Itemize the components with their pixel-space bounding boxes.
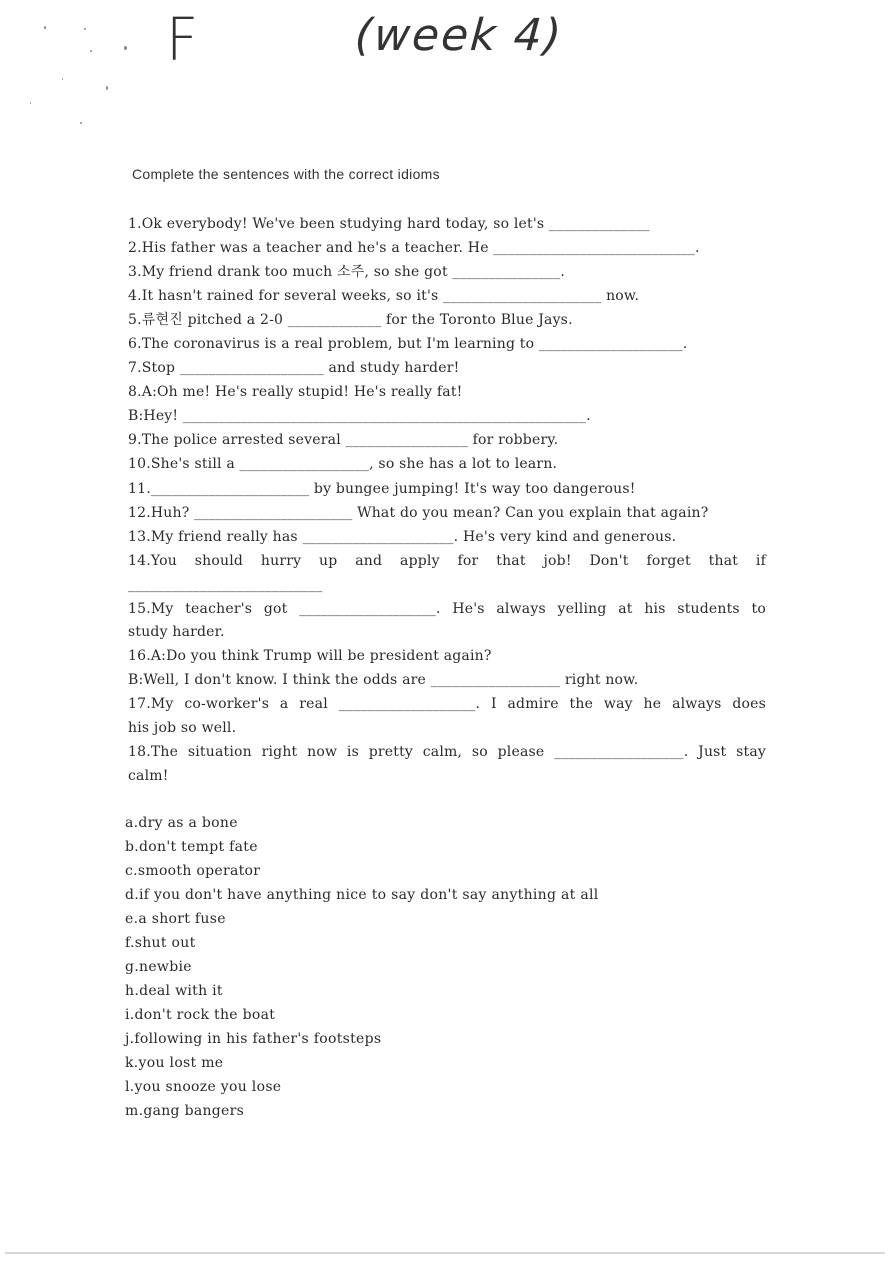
option-j: j.following in his father's footsteps (125, 1031, 382, 1047)
question-15: 15.My teacher's got ___________________. He's always yelling at his students to (128, 601, 766, 617)
question-6: 6.The coronavirus is a real problem, but I'm learning to ____________________. (128, 336, 688, 352)
option-h: h.deal with it (125, 983, 223, 999)
question-14-blank: ___________________________ (128, 577, 323, 593)
question-11: 11.______________________ by bungee jumping! It's way too dangerous! (128, 481, 636, 497)
question-8-a: 8.A:Oh me! He's really stupid! He's really fat! (128, 384, 463, 400)
option-i: i.don't rock the boat (125, 1007, 276, 1023)
option-l: l.you snooze you lose (125, 1079, 282, 1095)
question-5: 5.류현진 pitched a 2-0 _____________ for the Toronto Blue Jays. (128, 312, 573, 328)
question-17-cont: his job so well. (128, 720, 237, 736)
question-14: 14.You should hurry up and apply for that job! Don't forget that if (128, 553, 766, 569)
question-16-b: B:Well, I don't know. I think the odds are __________________ right now. (128, 672, 639, 688)
question-2: 2.His father was a teacher and he's a teacher. He ____________________________. (128, 240, 700, 256)
option-c: c.smooth operator (125, 863, 261, 879)
question-7: 7.Stop ____________________ and study harder! (128, 360, 460, 376)
question-4: 4.It hasn't rained for several weeks, so it's ______________________ now. (128, 288, 640, 304)
question-9: 9.The police arrested several _________________ for robbery. (128, 432, 559, 448)
page-edge-line (5, 1252, 885, 1254)
option-f: f.shut out (125, 935, 196, 951)
question-18: 18.The situation right now is pretty calm, so please __________________. Just stay (128, 744, 766, 760)
question-17: 17.My co-worker's a real ___________________. I admire the way he always does (128, 696, 766, 712)
question-18-cont: calm! (128, 768, 169, 784)
option-a: a.dry as a bone (125, 815, 238, 831)
question-10: 10.She's still a __________________, so she has a lot to learn. (128, 456, 558, 472)
question-8-b: B:Hey! ________________________________________________________. (128, 408, 591, 424)
question-1: 1.Ok everybody! We've been studying hard today, so let's ______________ (128, 216, 650, 232)
question-13: 13.My friend really has _____________________. He's very kind and generous. (128, 529, 677, 545)
option-m: m.gang bangers (125, 1103, 245, 1119)
option-e: e.a short fuse (125, 911, 226, 927)
option-g: g.newbie (125, 959, 192, 975)
question-3: 3.My friend drank too much 소주, so she got _______________. (128, 264, 566, 280)
question-15-cont: study harder. (128, 624, 225, 640)
question-12: 12.Huh? ______________________ What do you mean? Can you explain that again? (128, 505, 709, 521)
instructions: Complete the sentences with the correct idioms (132, 166, 440, 182)
option-b: b.don't tempt fate (125, 839, 258, 855)
option-d: d.if you don't have anything nice to say don't say anything at all (125, 887, 599, 903)
handwritten-letter: F (166, 6, 199, 75)
question-16-a: 16.A:Do you think Trump will be president again? (128, 648, 492, 664)
handwritten-week-label: (week 4) (353, 10, 565, 61)
option-k: k.you lost me (125, 1055, 224, 1071)
